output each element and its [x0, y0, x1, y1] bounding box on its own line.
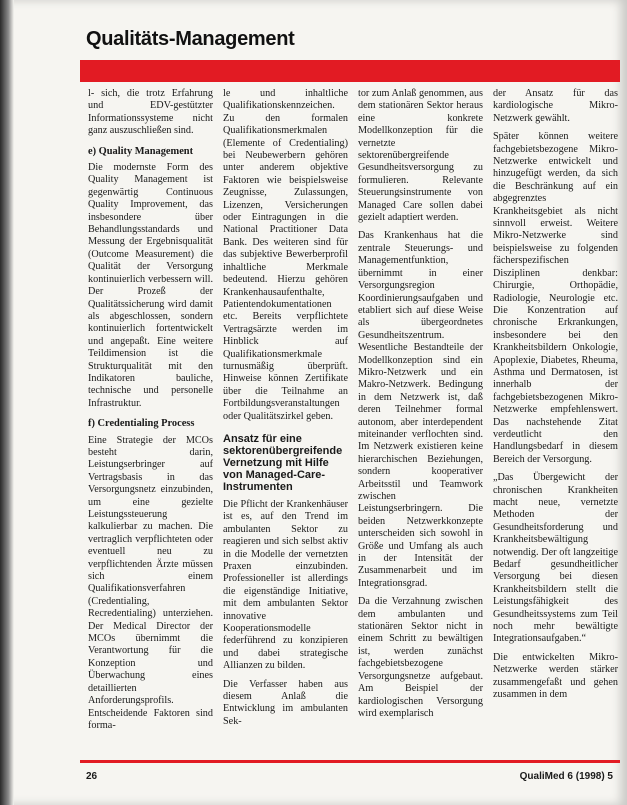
page-binding-shadow: [0, 0, 14, 805]
paragraph: Die Pflicht der Krankenhäuser ist es, auf den Trend im ambulanten Sektor zu reagieren und sich selbst aktiv in die Modelle der vernetzten Praxen einzubinden. Professioneller ist allerdings die eigenständige Initiative, mit dem ambulanten Sektor innovative Kooperationsmodelle federführend zu konzipieren und dabei strategische Allianzen zu bilden.: [223, 498, 348, 672]
page-number: 26: [86, 771, 98, 782]
subheading: Ansatz für eine sektorenübergreifende Vernetzung mit Hilfe von Managed-Care-Instrumenten: [223, 432, 343, 493]
minor-heading: f) Credentialing Process: [88, 418, 195, 430]
journal-citation: QualiMed 6 (1998) 5: [519, 771, 613, 782]
paragraph: Das Krankenhaus hat die zentrale Steuerungs- und Managementfunktion, übernimmt in einer Versorgungsregion Koordinierungsaufgaben und etabliert sich auf diese Weise als übergeordnetes Gesundheitszentrum. Wesentliche Bestandteile der Modellkonzeption sind ein Mikro-Netzwerk und ein Makro-Netzwerk. Bedingung in dem Netzwerk ist, daß deren Teilnehmer formal autonom, aber interdependent miteinander verflochten sind. Im Netzwerk existieren keine hierarchischen Beziehungen, sondern kooperativer Arbeitsstil und Teamwork zwischen Leistungserbringern. Die beiden Netzwerkkonzepte unterscheiden sich sowohl in Größe und Umfang als auch in der Intensität der Zusammenarbeit und im Integrationsgrad.: [358, 230, 483, 589]
paragraph: tor zum Anlaß genommen, aus dem stationären Sektor heraus eine konkrete Modellkonzeption für die vernetzte sektorenübergreifende Gesundheitsversorgung zu formulieren. Relevante Steuerungsinstrumente von Managed Care sollen dabei gezielt adaptiert werden.: [358, 88, 483, 224]
text-column-1: [88, 88, 213, 753]
header-red-band: [80, 60, 620, 82]
paragraph: „Das Übergewicht der chronischen Krankheiten macht neue, vernetzte Methoden der Gesundheitsforderung und Krankheitsbewältigung notwendig. Der oft langzeitige Bedarf gesundheitlicher Versorgung bei diesen Krankheitsbildern stellt die Leistungsfähigkeit des Gesundheitssystems zum Teil noch mehr bewältigte Integrationsaufgaben.“: [493, 472, 618, 645]
text-column-4: [493, 88, 618, 753]
section-title: Qualitäts-Management: [86, 28, 295, 50]
paragraph: Die entwickelten Mikro-Netzwerke werden stärker zusammengefaßt und gehen zusammen in dem: [493, 651, 618, 701]
paragraph: Später können weitere fachgebietsbezogene Mikro-Netzwerke entwickelt und hinzugefügt werden, da sich die Beschränkung auf ein abgegrenztes Krankheitsgebiet als nicht sinnvoll erweist. Weitere Mikro-Netzwerke sind beispielsweise zu folgenden fächerspezifischen Disziplinen denkbar: Chirurgie, Orthopädie, Radiologie, Neurologie etc. Die Konzentration auf chronische Erkrankungen, insbesondere bei den Krankheitsbildern Onkologie, Apoplexie, Diabetes, Rheuma, Asthma und Dermatosen, ist innerhalb der fachgebietsbezogenen Mikro-Netzwerke empfehlenswert. Das nachstehende Zitat verdeutlicht den Handlungsbedarf in diesem Bereich der Versorgung.: [493, 131, 618, 465]
text-column-2: [223, 88, 348, 753]
footer-rule: [80, 760, 620, 763]
paragraph: Die Verfasser haben aus diesem Anlaß die Entwicklung im ambulanten Sek-: [223, 678, 348, 727]
minor-heading: e) Quality Management: [88, 145, 194, 157]
paragraph: l- sich, die trotz Erfahrung und EDV-gestützter Informationssysteme nicht ganz auszuschließen sind.: [88, 88, 213, 137]
paragraph: Die modernste Form des Quality Management ist gegenwärtig Continuous Quality Improvement, das insbesondere über Behandlungsstandards und Messung der Ergebnisqualität (Outcome Measurement) die Qualität der Versorgung kontinuierlich verbessern will. Der Prozeß der Qualitätssicherung wird damit als abgeschlossen, sondern kontinuierlich fortentwickelt und angepaßt. Eine weitere Teildimension ist die Strukturqualität mit den Indikatoren bauliche, technische und personelle Infrastruktur.: [88, 162, 213, 409]
text-column-3: [358, 88, 483, 753]
article-body: [88, 88, 618, 753]
paragraph: le und inhaltliche Qualifikationskennzeichen. Zu den formalen Qualifikationsmerkmalen (Elemente of Credentialing) bei Neubewerbern gehören unter anderem objektive Faktoren wie beispielsweise Zeugnisse, Zulassungen, Lizenzen, Versicherungen oder Eintragungen in die National Practitioner Data Bank. Des weiteren sind für das subjektive Bewerberprofil inhaltliche Merkmale bedeutend. Hierzu gehören Krankenhausaufenthalte, Patientendokumentationen etc. Bereits verpflichtete Vertragsärzte werden im Hinblick auf Qualifikationsmerkmale turnusmäßig überprüft. Hinweise können Zertifikate über die Teilnahme an Fortbildungsveranstaltungen oder Qualitätszirkel geben.: [223, 88, 348, 422]
paragraph: Eine Strategie der MCOs besteht darin, Leistungserbringer auf Vertragsbasis in das Versorgungsnetz einzubinden, um eine gezielte Leistungssteuerung kalkulierbar zu machen. Die vertraglich verpflichteten oder eventuell neu zu verpflichtenden Ärzte müssen sich einem Qualifikationsverfahren (Credentialing, Recredentialing) unterziehen. Der Medical Director der MCOs übernimmt die Verantwortung für die Konzeption und Überwachung eines detaillierten Anforderungsprofils. Entscheidende Faktoren sind forma-: [88, 434, 213, 731]
paragraph: der Ansatz für das kardiologische Mikro-Netzwerk gewählt.: [493, 88, 618, 124]
paragraph: Da die Verzahnung zwischen dem ambulanten und stationären Sektor nicht in einem Schritt zu bewältigen ist, werden zunächst fachgebietsbezogene Versorgungsnetze aufgebaut. Am Beispiel der kardiologischen Versorgung wird exemplarisch: [358, 596, 483, 719]
